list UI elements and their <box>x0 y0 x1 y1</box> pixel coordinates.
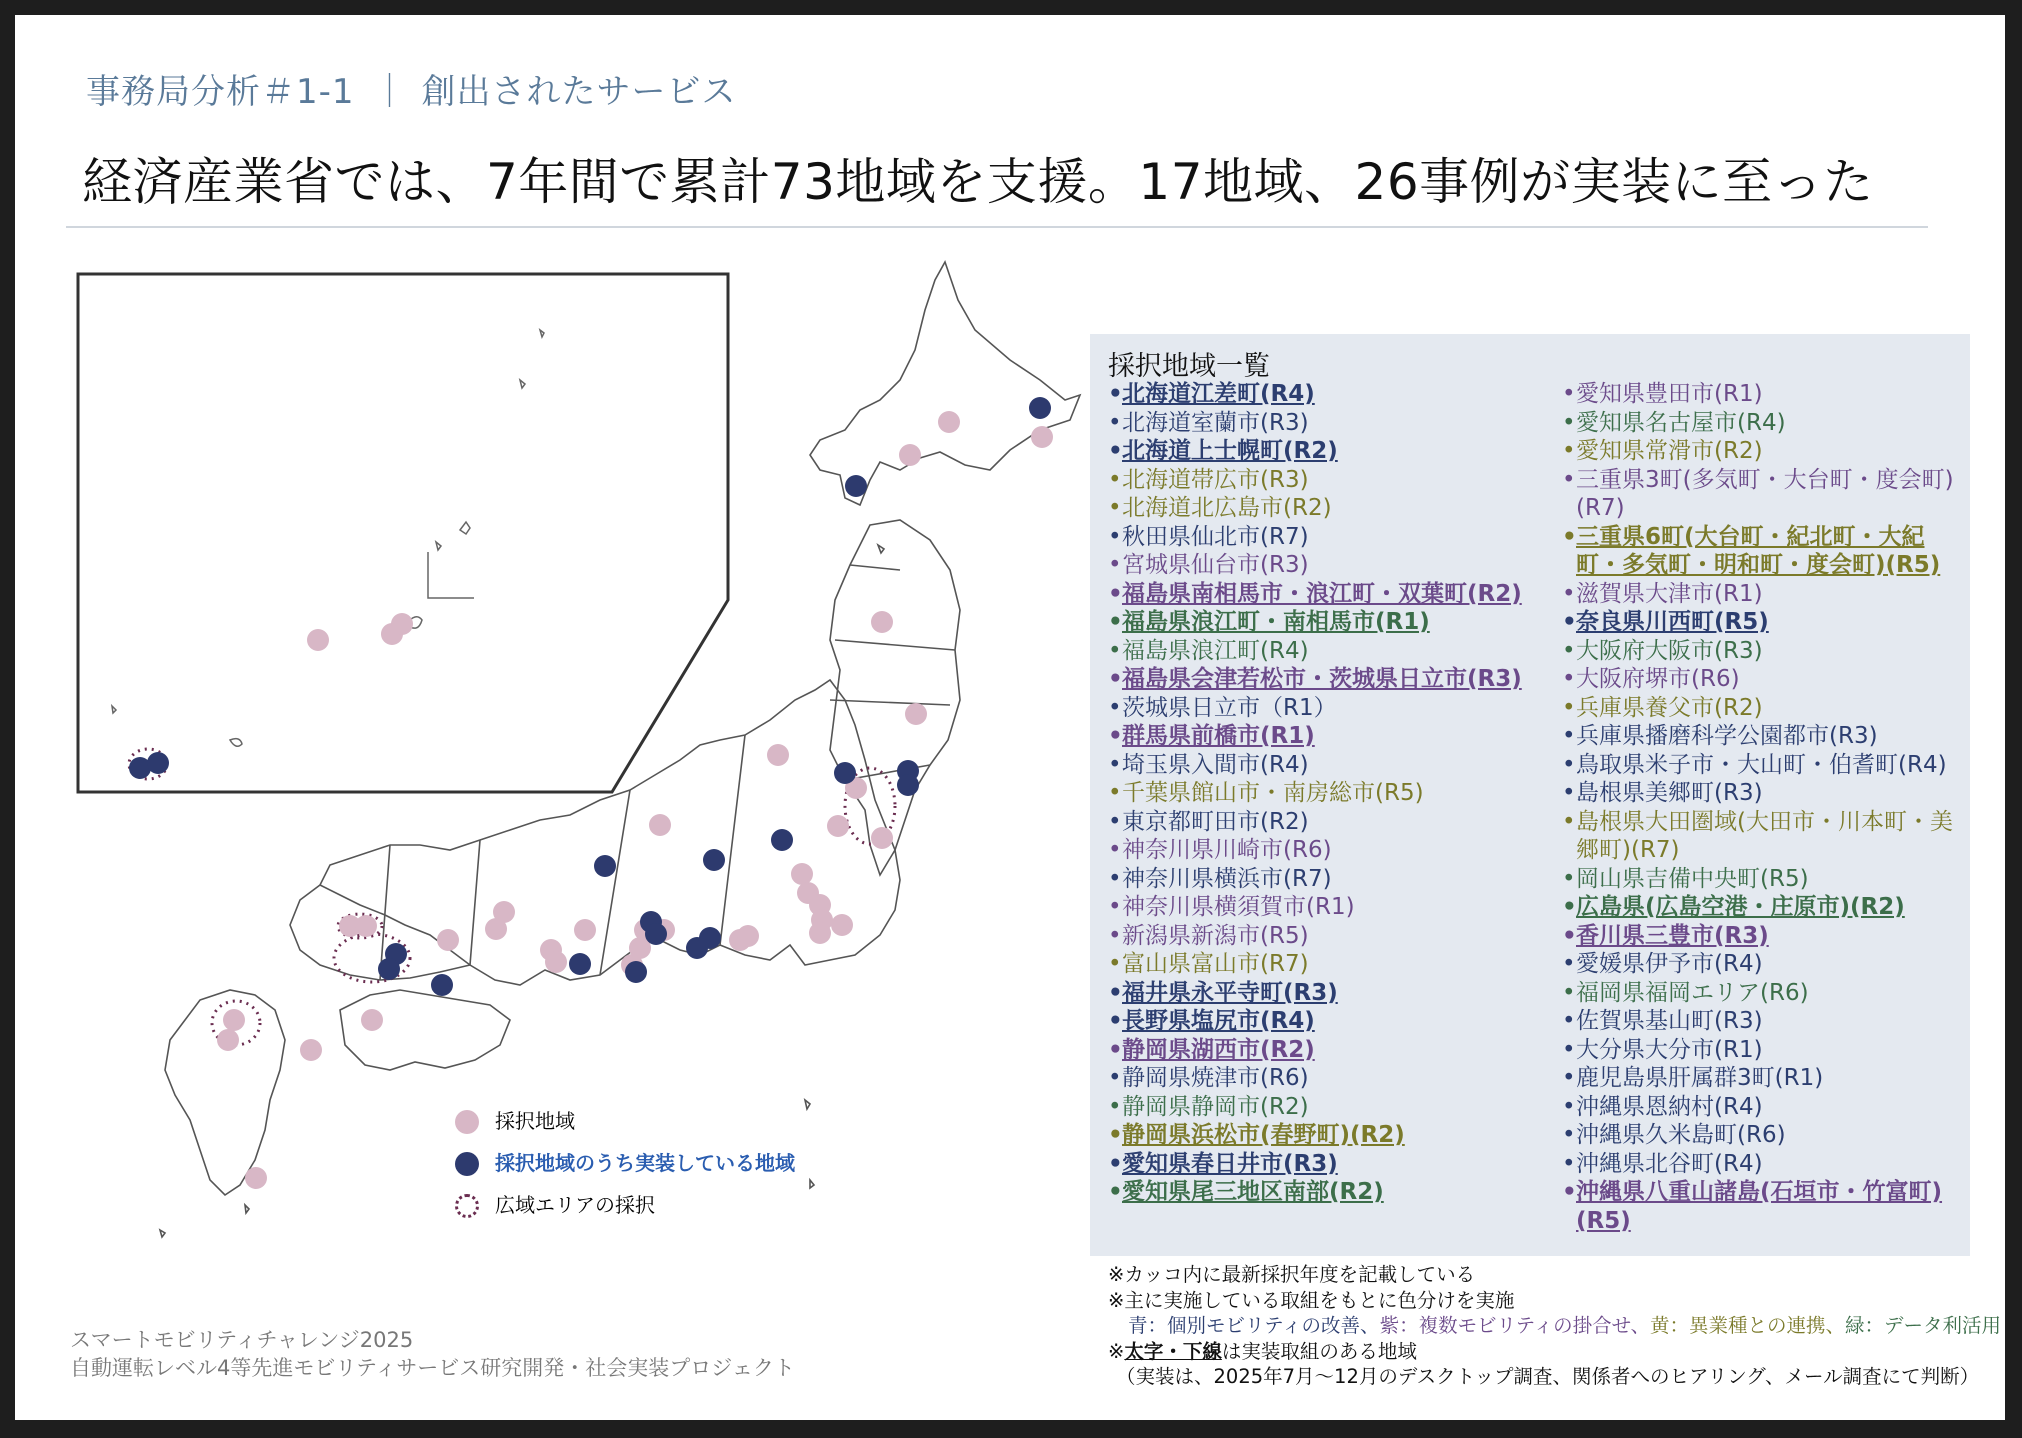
region-list-item: • 奈良県川西町(R5) <box>1562 608 1962 637</box>
region-list-item: • 鳥取県米子市・大山町・伯耆町(R4) <box>1562 751 1962 780</box>
implemented-dot <box>431 974 453 996</box>
section-sub: 創出されたサービス <box>421 72 737 112</box>
adopted-dot <box>217 1029 239 1051</box>
region-list-item: • 兵庫県養父市(R2) <box>1562 694 1962 723</box>
region-list-right <box>1562 380 1962 1235</box>
adopted-dot <box>831 914 853 936</box>
legend-wide-area-label: 広域エリアの採択 <box>495 1193 655 1217</box>
region-list-item: • 北海道江差町(R4) <box>1108 380 1538 409</box>
region-list-item: • 東京都町田市(R2) <box>1108 808 1538 837</box>
region-list-item: • 島根県大田圏域(大田市・川本町・美郷町)(R7) <box>1562 808 1962 865</box>
legend-adopted <box>455 1108 795 1150</box>
note-4-prefix: ※ <box>1108 1339 1125 1363</box>
adopted-dot <box>649 814 671 836</box>
adopted-dot <box>938 411 960 433</box>
adopted-dot <box>737 925 759 947</box>
region-list-item: • 滋賀県大津市(R1) <box>1562 580 1962 609</box>
region-list-item: • 愛媛県伊予市(R4) <box>1562 950 1962 979</box>
region-list-item: • 福島県浪江町・南相馬市(R1) <box>1108 608 1538 637</box>
region-list-item: • 三重県3町(多気町・大台町・度会町)(R7) <box>1562 466 1962 523</box>
region-list-item: • 愛知県尾三地区南部(R2) <box>1108 1178 1538 1207</box>
adopted-dot <box>361 1009 383 1031</box>
adopted-dot <box>827 815 849 837</box>
adopted-dot <box>791 863 813 885</box>
region-list-item: • 神奈川県川崎市(R6) <box>1108 836 1538 865</box>
region-list-item: • 大阪府堺市(R6) <box>1562 665 1962 694</box>
region-list-item: • 北海道上士幌町(R2) <box>1108 437 1538 466</box>
implemented-dot <box>569 953 591 975</box>
adopted-dot <box>307 629 329 651</box>
region-list-item: • 神奈川県横須賀市(R1) <box>1108 893 1538 922</box>
region-list-item: • 愛知県名古屋市(R4) <box>1562 409 1962 438</box>
implemented-dot <box>771 829 793 851</box>
implemented-dot <box>1029 397 1051 419</box>
legend-implemented <box>455 1150 795 1192</box>
region-list-item: • 沖縄県北谷町(R4) <box>1562 1150 1962 1179</box>
region-list-item: • 群馬県前橋市(R1) <box>1108 722 1538 751</box>
region-list-item: • 大阪府大阪市(R3) <box>1562 637 1962 666</box>
region-list-item: • 宮城県仙台市(R3) <box>1108 551 1538 580</box>
footer-line-1: スマートモビリティチャレンジ2025 <box>70 1328 414 1352</box>
region-list-item: • 北海道北広島市(R2) <box>1108 494 1538 523</box>
region-list-item: • 佐賀県基山町(R3) <box>1562 1007 1962 1036</box>
implemented-dot <box>834 762 856 784</box>
region-list-item: • 埼玉県入間市(R4) <box>1108 751 1538 780</box>
note-5: （実装は、2025年7月～12月のデスクトップ調査、関係者へのヒアリング、メール調査にて判断） <box>1116 1365 1980 1388</box>
adopted-dot <box>391 613 413 635</box>
note-blue: 青：個別モビリティの改善、 <box>1128 1314 1380 1337</box>
map-legend <box>455 1108 795 1234</box>
okinawa-inset-frame <box>78 274 728 792</box>
implemented-dot <box>625 961 647 983</box>
adopted-dot <box>545 951 567 973</box>
adopted-dot <box>871 611 893 633</box>
adopted-dots <box>217 411 1053 1189</box>
page-title: 経済産業省では、7年間で累計73地域を支援。17地域、26事例が実装に至った <box>82 153 1874 211</box>
note-4 <box>1108 1339 2001 1365</box>
region-list-item: • 静岡県湖西市(R2) <box>1108 1036 1538 1065</box>
region-list-item: • 茨城県日立市（R1） <box>1108 694 1538 723</box>
adopted-dot <box>245 1167 267 1189</box>
region-list-item: • 大分県大分市(R1) <box>1562 1036 1962 1065</box>
adopted-dot <box>485 918 507 940</box>
adopted-dot <box>437 929 459 951</box>
region-list-item: • 千葉県館山市・南房総市(R5) <box>1108 779 1538 808</box>
region-list-item: • 愛知県豊田市(R1) <box>1562 380 1962 409</box>
implemented-dots <box>129 397 1051 996</box>
region-list-item: • 岡山県吉備中央町(R5) <box>1562 865 1962 894</box>
adopted-dot <box>899 444 921 466</box>
implemented-dot <box>147 752 169 774</box>
legend-wide-area <box>455 1192 795 1234</box>
note-yellow: 黄：異業種との連携、 <box>1650 1314 1846 1337</box>
implemented-dot <box>645 923 667 945</box>
region-list-item: • 静岡県浜松市(春野町)(R2) <box>1108 1121 1538 1150</box>
region-list-item: • 福島県南相馬市・浪江町・双葉町(R2) <box>1108 580 1538 609</box>
legend-implemented-label: 採択地域のうち実装している地域 <box>495 1151 795 1175</box>
implemented-dot-icon <box>455 1152 479 1176</box>
adopted-dot-icon <box>455 1110 479 1134</box>
region-list-left <box>1108 380 1538 1207</box>
dotted-ring-icon <box>455 1194 479 1218</box>
implemented-dot <box>703 849 725 871</box>
implemented-dot <box>378 958 400 980</box>
region-list-item: • 香川県三豊市(R3) <box>1562 922 1962 951</box>
okinawa-islands-outline <box>112 330 544 746</box>
region-list-item: • 新潟県新潟市(R5) <box>1108 922 1538 951</box>
region-list-item: • 北海道帯広市(R3) <box>1108 466 1538 495</box>
adopted-dot <box>223 1009 245 1031</box>
mainland-outline <box>160 262 1080 1237</box>
adopted-dot <box>871 827 893 849</box>
region-list-item: • 福岡県福岡エリア(R6) <box>1562 979 1962 1008</box>
region-list-item: • 静岡県静岡市(R2) <box>1108 1093 1538 1122</box>
region-list-item: • 沖縄県久米島町(R6) <box>1562 1121 1962 1150</box>
implemented-dot <box>845 475 867 497</box>
note-4-bold: 太字・下線 <box>1124 1339 1222 1363</box>
adopted-dot <box>355 915 377 937</box>
implemented-dot <box>686 937 708 959</box>
footer <box>70 1326 795 1382</box>
notes <box>1108 1262 2001 1390</box>
section-separator: ｜ <box>372 72 408 112</box>
note-4-suffix: は実装取組のある地域 <box>1221 1339 1417 1363</box>
note-color-legend <box>1108 1313 2001 1339</box>
adopted-dot <box>574 919 596 941</box>
section-label: 事務局分析＃1-1 <box>86 72 355 112</box>
implemented-dot <box>897 774 919 796</box>
region-list-item: • 三重県6町(大台町・紀北町・大紀町・多気町・明和町・度会町)(R5) <box>1562 523 1962 580</box>
region-list-item: • 福島県浪江町(R4) <box>1108 637 1538 666</box>
region-list-item: • 島根県美郷町(R3) <box>1562 779 1962 808</box>
adopted-dot <box>809 922 831 944</box>
region-list-item: • 秋田県仙北市(R7) <box>1108 523 1538 552</box>
region-list-item: • 鹿児島県肝属群3町(R1) <box>1562 1064 1962 1093</box>
region-list-item: • 静岡県焼津市(R6) <box>1108 1064 1538 1093</box>
region-list-item: • 富山県富山市(R7) <box>1108 950 1538 979</box>
implemented-dot <box>594 855 616 877</box>
region-list-item: • 沖縄県恩納村(R4) <box>1562 1093 1962 1122</box>
note-1: ※カッコ内に最新採択年度を記載している <box>1108 1263 1476 1286</box>
footer-line-2: 自動運転レベル4等先進モビリティサービス研究開発・社会実装プロジェクト <box>70 1356 795 1380</box>
region-list-item: • 福井県永平寺町(R3) <box>1108 979 1538 1008</box>
region-list-item: • 広島県(広島空港・庄原市)(R2) <box>1562 893 1962 922</box>
legend-adopted-label: 採択地域 <box>495 1109 575 1133</box>
note-purple: 紫：複数モビリティの掛合せ、 <box>1379 1314 1651 1337</box>
region-list-title: 採択地域一覧 <box>1108 351 1270 382</box>
region-list-item: • 愛知県春日井市(R3) <box>1108 1150 1538 1179</box>
adopted-dot <box>1031 426 1053 448</box>
region-list-item: • 福島県会津若松市・茨城県日立市(R3) <box>1108 665 1538 694</box>
region-list-item: • 北海道室蘭市(R3) <box>1108 409 1538 438</box>
region-list-item: • 長野県塩尻市(R4) <box>1108 1007 1538 1036</box>
region-list-item: • 神奈川県横浜市(R7) <box>1108 865 1538 894</box>
region-list-item: • 兵庫県播磨科学公園都市(R3) <box>1562 722 1962 751</box>
region-list-item: • 愛知県常滑市(R2) <box>1562 437 1962 466</box>
adopted-dot <box>767 744 789 766</box>
adopted-dot <box>905 703 927 725</box>
adopted-dot <box>300 1039 322 1061</box>
note-green: 緑：データ利活用 <box>1845 1314 2002 1337</box>
note-2: ※主に実施している取組をもとに色分けを実施 <box>1108 1288 1515 1312</box>
region-list-item: • 沖縄県八重山諸島(石垣市・竹富町)(R5) <box>1562 1178 1962 1235</box>
